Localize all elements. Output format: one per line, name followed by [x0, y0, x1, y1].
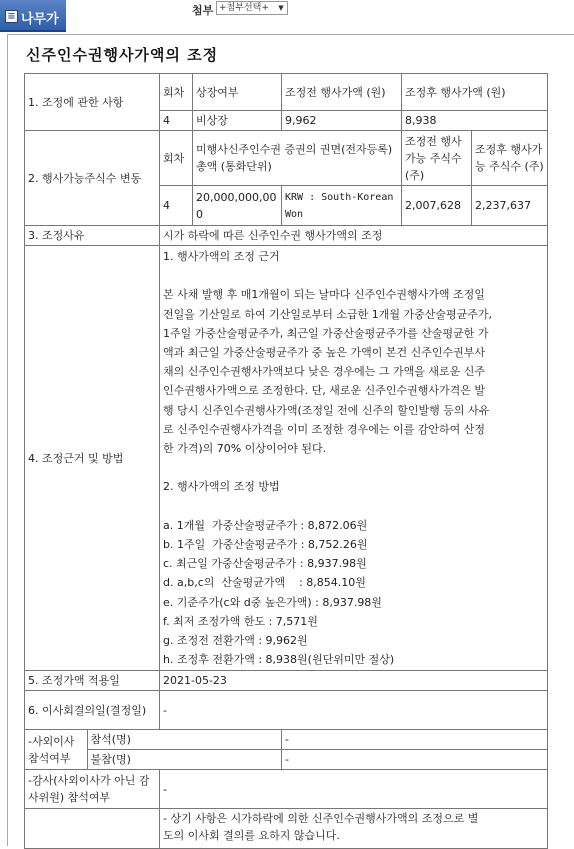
sec4-line: 본 사채 발행 후 매1개월이 되는 날마다 신주인수권행사가액 조정일: [163, 288, 485, 302]
outside-director-block: [25, 730, 282, 770]
sec5-value: 2021-05-23: [160, 671, 548, 691]
sec2-before: 2,007,628: [402, 186, 472, 226]
sec4-line: 로 신주인수권행사가격을 이미 조정한 경우에는 이를 감안하여 산정: [163, 422, 486, 436]
sec4-line: 액과 최근일 가중산술평균주가 중 높은 가액이 본건 신주인수권부사: [163, 346, 486, 359]
sec4-line: 행 당시 신주인수권행사가액(조정일 전에 신주의 할인발행 등의 사유: [163, 403, 490, 417]
outside-director-table: [25, 730, 281, 769]
sec4-line: g. 조정전 전환가액 : 9,962원: [163, 634, 308, 648]
note-line-2: 도의 이사회 결의를 요하지 않습니다.: [163, 829, 340, 843]
document-icon: ≡: [5, 10, 18, 23]
sec1-label: 1. 조정에 관한 사항: [25, 74, 160, 131]
outside-values-table: [282, 730, 547, 769]
top-bar: [0, 0, 574, 34]
sec2-currency: KRW : South-Korean Won: [282, 186, 402, 226]
sec4-line: a. 1개월 가중산술평균주가 : 8,872.06원: [163, 518, 368, 532]
attach-label: 첨부: [192, 4, 214, 17]
sec1-round: 4: [160, 111, 193, 131]
sec3-label: 3. 조정사유: [25, 226, 160, 246]
sec6-value: -: [160, 691, 548, 730]
chevron-down-icon: ▼: [278, 4, 284, 12]
sec1-h-after: 조정후 행사가액 (원): [402, 74, 548, 111]
sec4-line: b. 1주일 가중산술평균주가 : 8,752.26원: [163, 538, 368, 551]
sec3-value: 시가 하락에 따른 신주인수권 행사가액의 조정: [160, 226, 548, 246]
attach-select[interactable]: [216, 1, 288, 15]
sec4-line: h. 조정후 전환가액 : 8,938원(원단위미만 절상): [163, 653, 395, 667]
sec1-h-listing: 상장여부: [193, 74, 282, 111]
sec2-amount: 20,000,000,000: [193, 186, 282, 226]
sec2-after: 2,237,637: [472, 186, 548, 226]
outside-present-value: -: [282, 730, 547, 750]
note-label: [25, 809, 160, 849]
sec1-h-before: 조정전 행사가액 (원): [282, 74, 402, 111]
sec2-h-amount: 미행사신주인수권 증권의 권면(전자등록)총액 (통화단위): [193, 131, 402, 186]
note-value: [160, 809, 548, 849]
company-name: 나무가: [21, 12, 59, 27]
sec1-h-round: 회차: [160, 74, 193, 111]
sec4-line: 한 가격)의 70% 이상이어야 된다.: [163, 442, 327, 456]
outside-values-block: [282, 730, 548, 770]
sec4-lines: [163, 247, 544, 669]
sec4-line: 2. 행사가액의 조정 방법: [163, 480, 280, 494]
sec1-listing: 비상장: [193, 111, 282, 131]
auditor-value: -: [160, 770, 548, 809]
company-tab[interactable]: [0, 0, 66, 32]
attach-select-value: +첨부선택+: [219, 3, 269, 13]
disclosure-table: [24, 73, 548, 849]
sec2-label: 2. 행사가능주식수 변동: [25, 131, 160, 226]
sec4-line: [163, 497, 544, 516]
sec1-after: 8,938: [402, 111, 548, 131]
sec4-line: 인수권행사가액으로 조정한다. 단, 새로운 신주인수권행사가격은 발: [163, 384, 486, 398]
sec2-round: 4: [160, 186, 193, 226]
sec1-before: 9,962: [282, 111, 402, 131]
sec4-line: f. 최저 조정가액 한도 : 7,571원: [163, 614, 318, 628]
sec4-label: 4. 조정근거 및 방법: [25, 246, 160, 671]
sec4-line: 채의 신주인수권행사가액보다 낮은 경우에는 그 가액을 새로운 신주: [163, 365, 486, 379]
outside-label: -사외이사 참석여부: [25, 730, 87, 769]
sec4-line: [163, 266, 544, 285]
sec2-h-after: 조정후 행사가능 주식수 (주): [472, 131, 548, 186]
outside-absent-label: 불참(명): [87, 750, 281, 770]
sec4-body: [160, 246, 548, 671]
sec4-line: [163, 458, 544, 477]
outside-present-label: 참석(명): [87, 730, 281, 750]
sec2-h-round: 회차: [160, 131, 193, 186]
sec5-label: 5. 조정가액 적용일: [25, 671, 160, 691]
sec4-line: 1주일 가중산술평균주가, 최근일 가중산술평균주가를 산술평균한 가: [163, 326, 489, 340]
sec4-line: e. 기준주가(c와 d중 높은가액) : 8,937.98원: [163, 595, 382, 609]
sec4-line: 전일을 기산일로 하여 기산일로부터 소급한 1개월 가중산술평균주가,: [163, 307, 493, 321]
sec4-line: 1. 행사가액의 조정 근거: [163, 250, 280, 263]
sec4-line: d. a,b,c의 산술평균가액 : 8,854.10원: [163, 576, 366, 590]
sec4-line: c. 최근일 가중산술평균주가 : 8,937.98원: [163, 557, 367, 571]
page-title: 신주인수권행사가액의 조정: [26, 46, 219, 64]
note-line-1: - 상기 사항은 시가하락에 의한 신주인수권행사가액의 조정으로 별: [163, 812, 479, 826]
sec6-label: 6. 이사회결의일(결정일): [25, 691, 160, 730]
auditor-label: -감사(사외이사가 아닌 감사위원) 참석여부: [25, 770, 160, 809]
sec2-h-before: 조정전 행사가능 주식수 (주): [402, 131, 472, 186]
outside-absent-value: -: [285, 753, 289, 767]
